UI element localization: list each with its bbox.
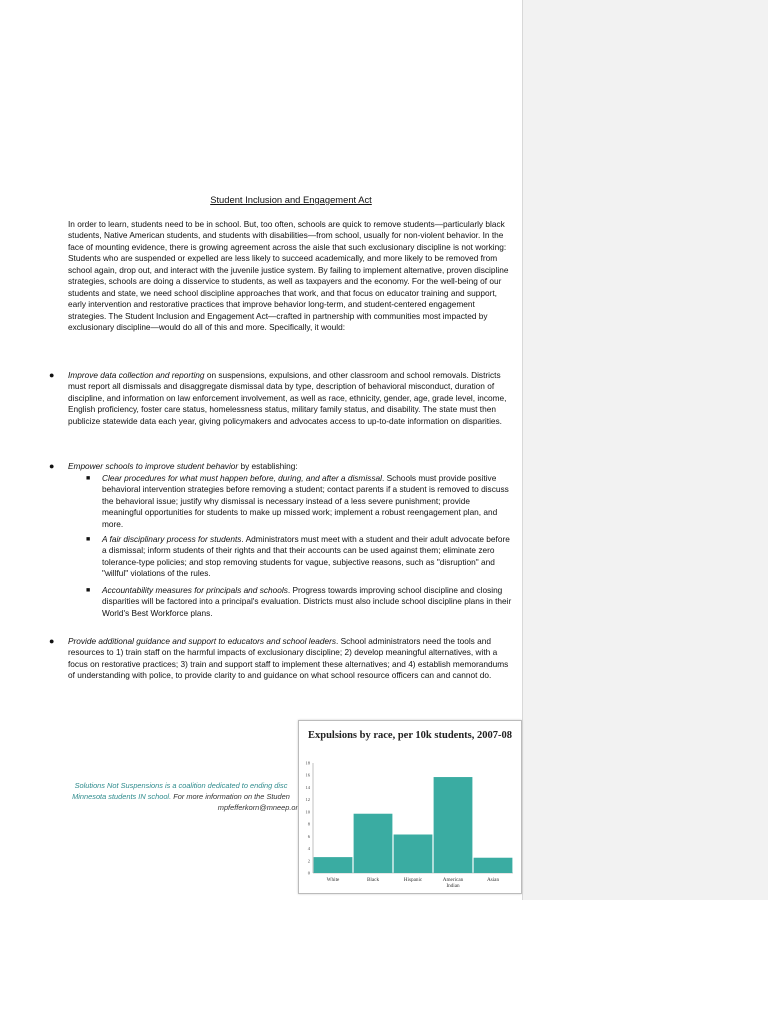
bar bbox=[394, 835, 433, 874]
y-tick-label: 4 bbox=[307, 846, 310, 852]
sub-bullet-square: ■ bbox=[86, 475, 91, 482]
footer-line bbox=[62, 791, 300, 802]
bullet-dot: ● bbox=[49, 370, 55, 380]
bullet-empower-schools bbox=[68, 461, 513, 472]
bullet-dot: ● bbox=[49, 461, 55, 471]
bullet-text: on suspensions, expulsions, and other classroom and school removals. Districts must report all dismissals and disaggregate dismissal data by type, description of behavioral misconduct, duration of discipline, and information on law enforcement involvement, as well as race, ethnicity, gender, age, grade level, income, English proficiency, foster care status, homelessness status, military family status, and disability. The state must then publicize statewide data each year, giving policymakers and advocates access to up-to-date information on disparities. bbox=[68, 370, 507, 426]
sub-bullet-lead: A fair disciplinary process for students bbox=[102, 534, 242, 544]
bar bbox=[354, 814, 393, 873]
sub-bullet-lead: Accountability measures for principals and schools bbox=[102, 585, 288, 595]
y-tick-label: 6 bbox=[307, 833, 310, 839]
y-tick-label: 2 bbox=[307, 858, 310, 864]
y-tick-label: 14 bbox=[305, 784, 310, 790]
bullet-guidance-support bbox=[68, 636, 513, 682]
sub-bullet-accountability bbox=[102, 585, 512, 619]
footer-email: mpfefferkorn@mneep.or bbox=[217, 803, 298, 812]
y-tick-label: 18 bbox=[305, 760, 310, 766]
footer-dark-text: For more information on the Studen bbox=[171, 792, 290, 801]
bar-group bbox=[314, 777, 513, 873]
x-tick-label: American Indian bbox=[442, 877, 464, 889]
sub-bullet-text: . Administrators must meet with a student and their adult advocate before a dismissal; inform students of their rights and that their accounts can be used against them; eliminate zero tolerance-type policies; and stop removing students for vague, subjective reasons, such as "disruption" and "willful" violations of the rules. bbox=[102, 534, 510, 579]
bar bbox=[434, 777, 473, 873]
bullet-lead: Empower schools to improve student behavior bbox=[68, 461, 239, 471]
intro-paragraph: In order to learn, students need to be in school. But, too often, schools are quick to remove students—particularly black students, Native American students, and students with disabilities—from school, usually for non-violent behavior. In the face of mounting evidence, there is growing agreement across the aisle that such exclusionary discipline is not working: Students who are suspended or expelled are less likely to succeed academically, and more likely to be removed from school again, drop out, and interact with the juvenile justice system. By failing to implement alternative, proven discipline strategies, schools are doing a disservice to students, as well as taxpayers and the economy. For the well-being of our students and state, we need school discipline approaches that work, and that focus on educator training and support, early intervention and restorative practices that improve behavior long-term, and student-centered engagement strategies. The Student Inclusion and Engagement Act—crafted in partnership with communities most impacted by exclusionary discipline—would do all of this and more. Specifically, it would: bbox=[68, 219, 509, 333]
bullet-dot: ● bbox=[49, 636, 55, 646]
sub-bullet-clear-procedures bbox=[102, 473, 512, 530]
document-title: Student Inclusion and Engagement Act bbox=[210, 194, 372, 205]
chart-title: Expulsions by race, per 10k students, 2007-08 bbox=[307, 730, 512, 741]
sub-bullet-fair-process bbox=[102, 534, 512, 580]
expulsions-chart bbox=[298, 720, 522, 894]
bullet-text: . School administrators need the tools and resources to 1) train staff on the harmful impacts of exclusionary discipline; 2) develop meaningful alternatives, with a focus on restorative practices; 3) train and support staff to implement these alternatives; and 4) establish memorandums of understanding with police, to provide clarity to and guidance on what school resource officers can and cannot do. bbox=[68, 636, 509, 681]
sub-bullet-square: ■ bbox=[86, 536, 91, 543]
sub-bullet-square: ■ bbox=[86, 587, 91, 594]
sub-bullet-lead: Clear procedures for what must happen before, during, and after a dismissal bbox=[102, 473, 382, 483]
bar bbox=[474, 858, 513, 873]
sub-bullet-text: . Progress towards improving school discipline and closing disparities will be factored into a principal's evaluation. Districts must also include school discipline plans in their World's Best Workforce plans. bbox=[102, 585, 512, 618]
bullet-lead: Provide additional guidance and support to educators and school leaders bbox=[68, 636, 336, 646]
footer-line: Solutions Not Suspensions is a coalition dedicated to ending disc bbox=[74, 781, 288, 790]
bullet-data-collection bbox=[68, 370, 513, 427]
sub-bullet-text: . Schools must provide positive behavioral intervention strategies before removing a student; contact parents if a student is removed to discuss the behavioral issue; justify why dismissal is necessary instead of a less severe punishment; provide meaningful opportunities for students to make up missed work; implement a robust reengagement plan, and more. bbox=[102, 473, 509, 529]
bar bbox=[314, 857, 353, 873]
x-tick-label: Hispanic bbox=[403, 877, 423, 883]
footer-teal-text: Minnesota students IN school. bbox=[72, 792, 172, 801]
comment-pane bbox=[522, 0, 768, 900]
y-tick-label: 16 bbox=[305, 772, 310, 778]
bullet-text: by establishing: bbox=[238, 461, 298, 471]
bullet-lead: Improve data collection and reporting bbox=[68, 370, 205, 380]
y-tick-label: 10 bbox=[305, 809, 310, 815]
y-tick-label: 0 bbox=[307, 870, 310, 876]
y-tick-label: 12 bbox=[305, 797, 310, 803]
footer-note bbox=[62, 780, 300, 813]
x-tick-label: White bbox=[326, 877, 340, 883]
x-tick-label: Asian bbox=[486, 877, 500, 883]
x-label-group bbox=[327, 877, 500, 889]
y-tick-label: 8 bbox=[307, 821, 310, 827]
x-tick-label: Black bbox=[366, 877, 380, 883]
y-tick-group bbox=[306, 761, 311, 876]
chart-plot bbox=[299, 721, 521, 893]
